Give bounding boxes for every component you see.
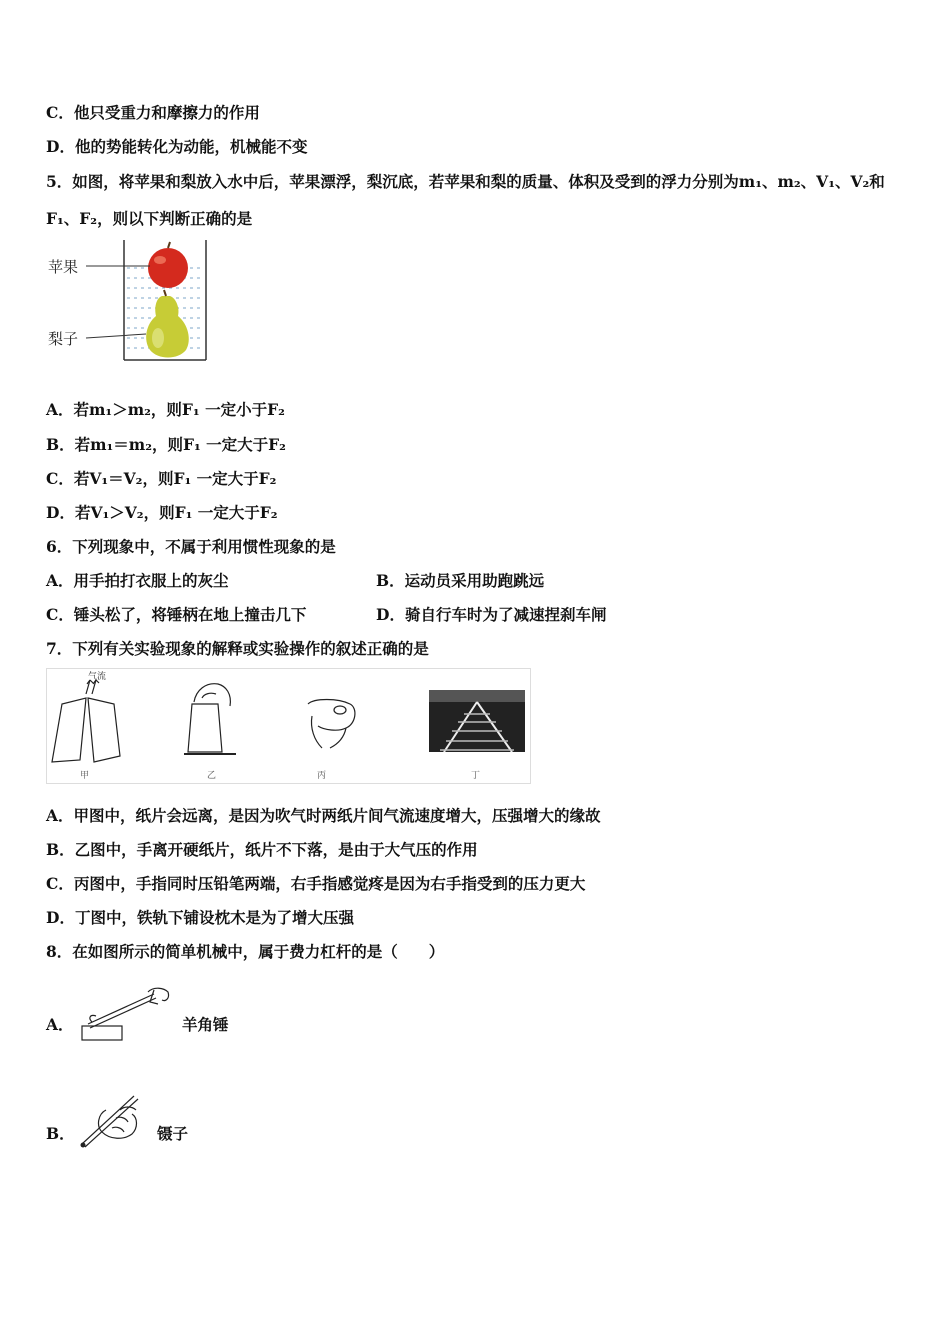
q5-stem-line2: F₁、F₂，则以下判断正确的是: [46, 209, 253, 228]
panel-yi: [184, 684, 236, 754]
q5-option-d: D．若V₁＞V₂，则F₁ 一定大于F₂: [46, 503, 278, 522]
q8-option-a-letter: A．: [46, 1015, 74, 1034]
q8-stem: 8．在如图所示的简单机械中，属于费力杠杆的是（ ）: [46, 942, 445, 961]
q7-option-a: A．甲图中，纸片会远离，是因为吹气时两纸片间气流速度增大，压强增大的缘故: [46, 806, 601, 825]
q5-figure-apple-pear: [46, 238, 208, 364]
q4-option-d: D．他的势能转化为动能，机械能不变: [46, 137, 308, 156]
label-pear: 梨子: [48, 330, 79, 348]
label-ding: 丁: [471, 771, 481, 781]
q6-option-a: A．用手拍打衣服上的灰尘: [46, 571, 229, 590]
panel-jia: [52, 680, 120, 762]
claw-hammer-icon: [78, 984, 178, 1048]
tweezers-icon: [76, 1088, 156, 1152]
panel-bing: [308, 700, 355, 749]
q7-option-b: B．乙图中，手离开硬纸片，纸片不下落，是由于大气压的作用: [46, 840, 478, 859]
q5-option-b: B．若m₁＝m₂，则F₁ 一定大于F₂: [46, 435, 286, 454]
apple-icon: [148, 242, 188, 288]
q8-option-b-letter: B．: [46, 1124, 75, 1143]
q6-stem: 6．下列现象中，不属于利用惯性现象的是: [46, 537, 336, 556]
q5-option-c: C．若V₁＝V₂，则F₁ 一定大于F₂: [46, 469, 277, 488]
q6-option-c: C．锤头松了，将锤柄在地上撞击几下: [46, 605, 307, 624]
q7-option-c: C．丙图中，手指同时压铅笔两端，右手指感觉疼是因为右手指受到的压力更大: [46, 874, 586, 893]
q6-option-b: B．运动员采用助跑跳远: [376, 571, 545, 590]
q8-option-a-name: 羊角锤: [182, 1015, 229, 1034]
q7-option-d: D．丁图中，铁轨下铺设枕木是为了增大压强: [46, 908, 354, 927]
q5-option-a: A．若m₁＞m₂，则F₁ 一定小于F₂: [46, 400, 285, 419]
q7-stem: 7．下列有关实验现象的解释或实验操作的叙述正确的是: [46, 639, 429, 658]
label-yi: 乙: [207, 771, 217, 781]
label-airflow: 气流: [88, 672, 107, 682]
q4-option-c: C．他只受重力和摩擦力的作用: [46, 103, 260, 122]
q6-option-d: D．骑自行车时为了减速捏刹车闸: [376, 605, 607, 624]
label-apple: 苹果: [48, 258, 79, 276]
q5-stem-line1: 5．如图，将苹果和梨放入水中后，苹果漂浮，梨沉底，若苹果和梨的质量、体积及受到的浮力分别为m₁、m₂、V₁、V₂和: [46, 172, 885, 191]
pear-icon: [146, 290, 189, 358]
label-jia: 甲: [80, 771, 90, 781]
q8-option-b-name: 镊子: [157, 1124, 189, 1143]
label-bing: 丙: [317, 771, 327, 781]
panel-ding: [429, 690, 525, 752]
q7-figure-panels: [46, 668, 531, 784]
